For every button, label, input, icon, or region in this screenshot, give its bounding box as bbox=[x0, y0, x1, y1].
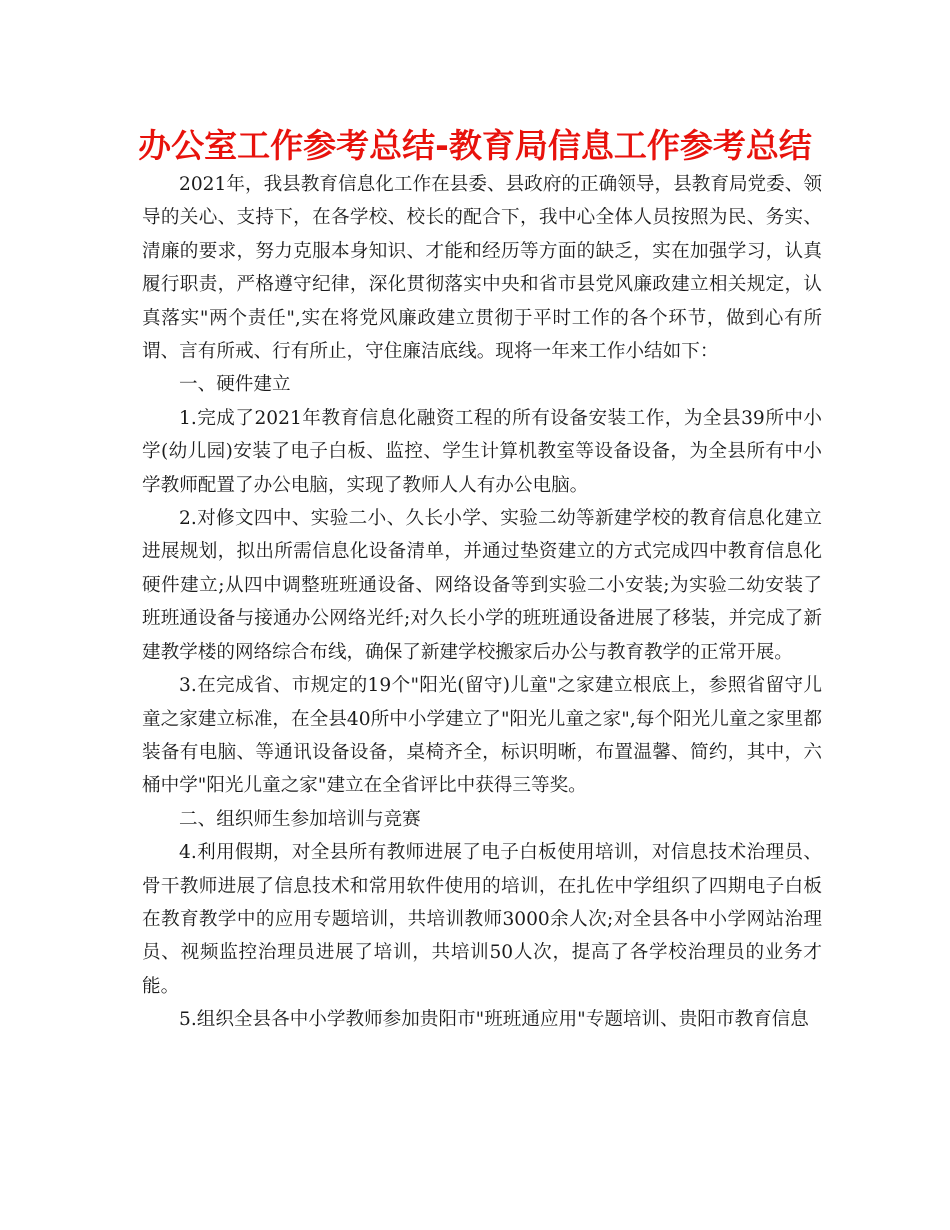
paragraph-item-3: 3.在完成省、市规定的19个"阳光(留守)儿童"之家建立根底上，参照省留守儿童之家建立标准，在全县40所中小学建立了"阳光儿童之家",每个阳光儿童之家里都装备有电脑、等通讯设备设备，桌椅齐全，标识明晰，布置温馨、简约，其中，六桶中学"阳光儿童之家"建立在全省评比中获得三等奖。 bbox=[142, 675, 822, 797]
paragraph-intro: 2021年，我县教育信息化工作在县委、县政府的正确领导，县教育局党委、领导的关心、支持下，在各学校、校长的配合下，我中心全体人员按照为民、务实、清廉的要求，努力克服本身知识、才能和经历等方面的缺乏，实在加强学习，认真履行职责，严格遵守纪律，深化贯彻落实中央和省市县党风廉政建立相关规定，认真落实"两个责任",实在将党风廉政建立贯彻于平时工作的各个环节，做到心有所谓、言有所戒、行有所止，守住廉洁底线。现将一年来工作小结如下： bbox=[142, 174, 822, 363]
section-heading-hardware: 一、硬件建立 bbox=[179, 374, 291, 396]
document-body bbox=[142, 168, 822, 1037]
paragraph-item-5: 5.组织全县各中小学教师参加贵阳市"班班通应用"专题培训、贵阳市教育信息 bbox=[179, 1009, 809, 1031]
document-title: 办公室工作参考总结-教育局信息工作参考总结 bbox=[138, 126, 812, 165]
section-heading-training: 二、组织师生参加培训与竞赛 bbox=[179, 808, 421, 830]
paragraph-item-4: 4.利用假期，对全县所有教师进展了电子白板使用培训，对信息技术治理员、骨干教师进展了信息技术和常用软件使用的培训，在扎佐中学组织了四期电子白板在教育教学中的应用专题培训，共培训教师3000余人次;对全县各中小学网站治理员、视频监控治理员进展了培训，共培训50人次，提高了各学校治理员的业务才能。 bbox=[142, 842, 822, 997]
paragraph-item-2: 2.对修文四中、实验二小、久长小学、实验二幼等新建学校的教育信息化建立进展规划，拟出所需信息化设备清单，并通过垫资建立的方式完成四中教育信息化硬件建立;从四中调整班班通设备、网络设备等到实验二小安装;为实验二幼安装了班班通设备与接通办公网络光纤;对久长小学的班班通设备进展了移装，并完成了新建教学楼的网络综合布线，确保了新建学校搬家后办公与教育教学的正常开展。 bbox=[142, 508, 822, 663]
paragraph-item-1: 1.完成了2021年教育信息化融资工程的所有设备安装工作，为全县39所中小学(幼儿园)安装了电子白板、监控、学生计算机教室等设备设备，为全县所有中小学教师配置了办公电脑，实现了教师人人有办公电脑。 bbox=[142, 407, 822, 496]
